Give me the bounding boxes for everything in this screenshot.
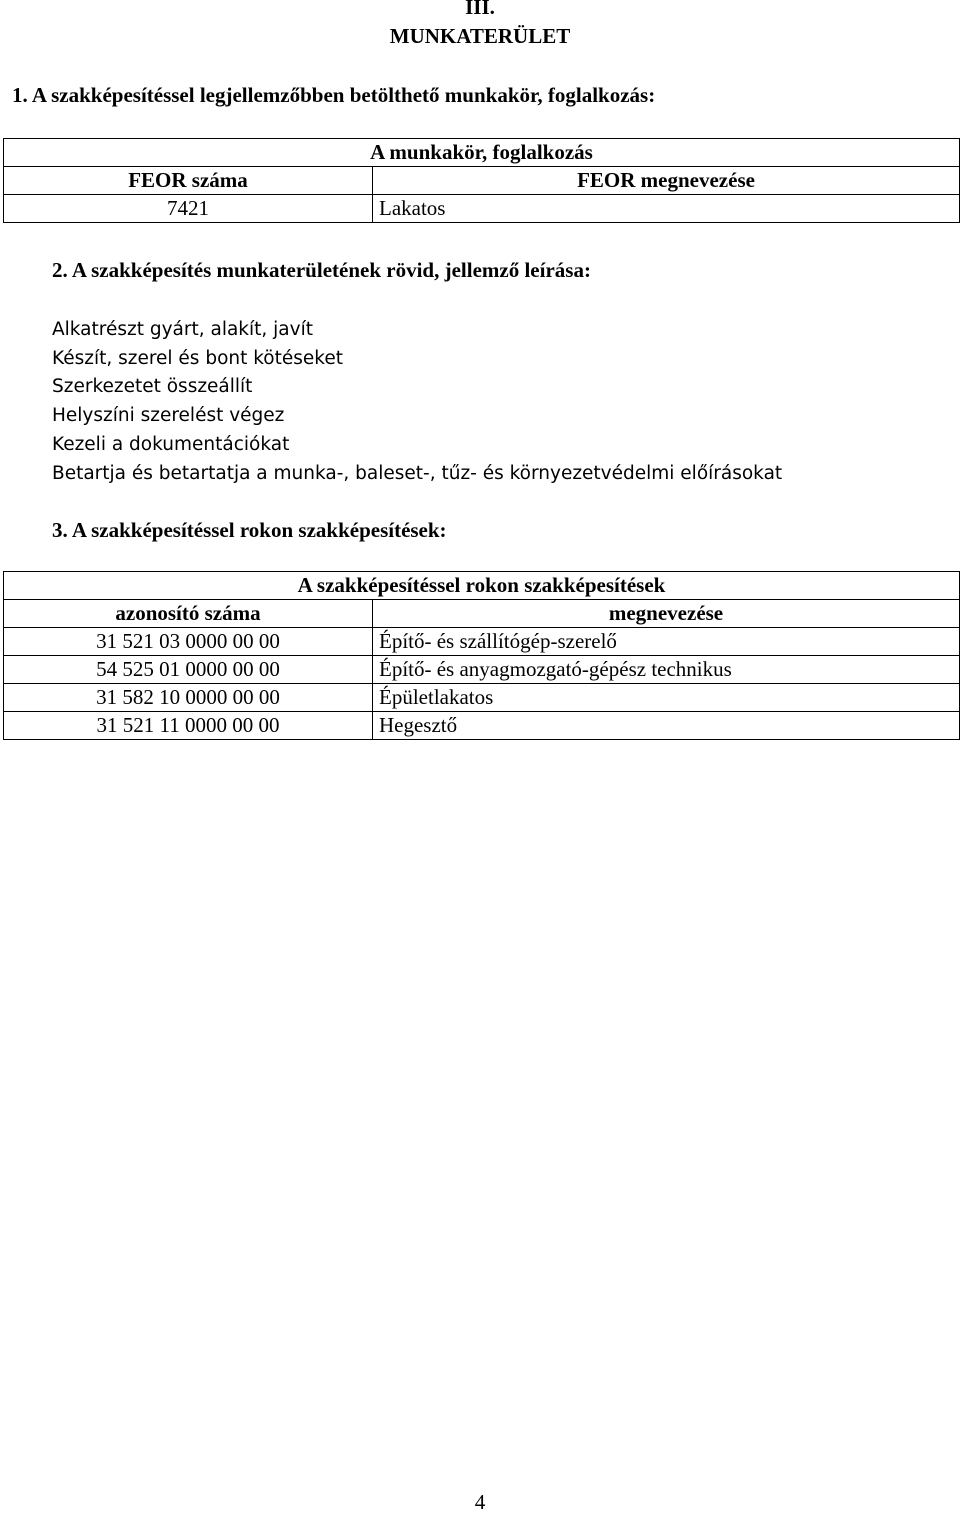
qualification-id-cell: 54 525 01 0000 00 00 [4,656,373,684]
table-row [4,684,960,712]
feor-name-cell: Lakatos [373,195,960,223]
column-header-id: azonosító száma [4,600,373,628]
qualification-name-cell: Épületlakatos [373,684,960,712]
table-row [4,712,960,740]
column-header-feor-code: FEOR száma [4,167,373,195]
related-qualifications-table [3,571,960,740]
qualification-name-cell: Hegesztő [373,712,960,740]
table-row [4,628,960,656]
chapter-title: MUNKATERÜLET [389,24,571,48]
page-number: 4 [474,1490,486,1514]
feor-code-cell: 7421 [4,195,373,223]
section-2-heading: 2. A szakképesítés munkaterületének rövid, jellemző leírása: [52,258,591,282]
column-header-feor-name: FEOR megnevezése [373,167,960,195]
qualification-id-cell: 31 521 03 0000 00 00 [4,628,373,656]
table-row [4,195,960,223]
table-header-row [4,600,960,628]
work-description-list [52,316,782,488]
table-row [4,656,960,684]
occupation-table-caption: A munkakör, foglalkozás [4,139,960,167]
qualification-name-cell: Építő- és anyagmozgató-gépész technikus [373,656,960,684]
qualification-id-cell: 31 582 10 0000 00 00 [4,684,373,712]
list-item: Betartja és betartatja a munka-, baleset-, tűz- és környezetvédelmi előírásokat [52,462,783,484]
list-item: Készít, szerel és bont kötéseket [52,347,343,369]
list-item: Kezeli a dokumentációkat [52,433,290,455]
related-table-caption: A szakképesítéssel rokon szakképesítések [4,572,960,600]
section-1-heading: 1. A szakképesítéssel legjellemzőbben betölthető munkakör, foglalkozás: [12,83,656,107]
qualification-id-cell: 31 521 11 0000 00 00 [4,712,373,740]
qualification-name-cell: Építő- és szállítógép-szerelő [373,628,960,656]
table-caption-row [4,572,960,600]
chapter-number: III. [465,0,495,19]
occupation-table [3,138,960,223]
list-item: Alkatrészt gyárt, alakít, javít [52,319,313,340]
column-header-name: megnevezése [373,600,960,628]
list-item: Helyszíni szerelést végez [52,405,285,427]
section-3-heading: 3. A szakképesítéssel rokon szakképesítések: [52,518,447,542]
table-header-row [4,167,960,195]
list-item: Szerkezetet összeállít [52,376,253,398]
table-caption-row [4,139,960,167]
